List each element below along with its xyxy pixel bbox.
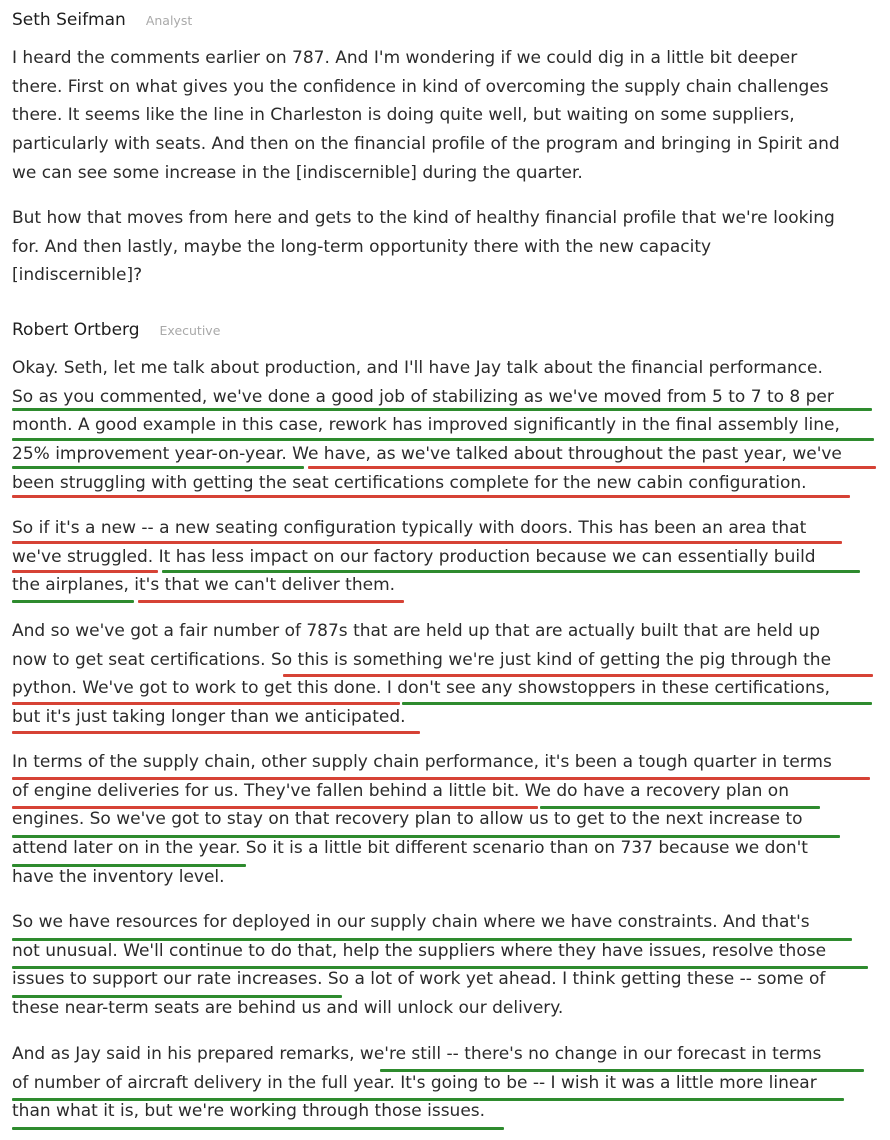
text-line: but it's just taking longer than we anticipated. [12,707,406,728]
text-line: But how that moves from here and gets to the kind of healthy financial profile that we're looking [12,208,835,228]
text-line: we've struggled. It has less impact on our factory production because we can essentially build [12,546,816,567]
green-underline [402,702,872,705]
green-underline [12,938,852,941]
green-underline [12,1098,844,1101]
text-line: engines. So we've got to stay on that recovery plan to allow us to get to the next increase to [12,809,803,830]
text-line: So we have resources for deployed in our supply chain where we have constraints. And that's [12,912,810,932]
paragraph [12,514,884,600]
green-underline [12,438,874,441]
text-line: python. We've got to work to get this done. I don't see any showstoppers in these certifications, [12,678,830,699]
red-underline [12,495,850,498]
text-line: I heard the comments earlier on 787. And I'm wondering if we could dig in a little bit deeper [12,48,798,68]
red-underline [12,541,842,544]
text-line: So as you commented, we've done a good job of stabilizing as we've moved from 5 to 7 to 8 per [12,386,834,407]
text-line: been struggling with getting the seat certifications complete for the new cabin configuration. [12,472,807,493]
green-underline [12,600,134,603]
green-underline [12,466,304,469]
speaker-name: Robert Ortberg [12,320,140,340]
text-line: In terms of the supply chain, other supply chain performance, it's been a tough quarter in terms [12,752,832,772]
paragraph [12,748,884,891]
green-underline [12,864,246,867]
text-line: these near-term seats are behind us and will unlock our delivery. [12,998,564,1019]
red-underline [308,466,876,469]
text-line: not unusual. We'll continue to do that, help the suppliers where they have issues, resolve those [12,940,827,961]
text-line: So if it's a new -- a new seating configuration typically with doors. This has been an area that [12,518,807,538]
speaker-role: Executive [159,323,221,338]
text-line: now to get seat certifications. So this is something we're just kind of getting the pig through the [12,649,832,670]
green-underline [12,995,342,998]
red-underline [12,702,400,705]
text-line: we can see some increase in the [indiscernible] during the quarter. [12,162,583,183]
text-line: 25% improvement year-on-year. We have, as we've talked about throughout the past year, we've [12,444,842,465]
text-line: there. First on what gives you the confidence in kind of overcoming the supply chain challenges [12,76,829,97]
text-line: of engine deliveries for us. They've fallen behind a little bit. We do have a recovery plan on [12,780,789,801]
green-underline [380,1069,864,1072]
red-underline [283,674,873,677]
text-line: of number of aircraft delivery in the full year. It's going to be -- I wish it was a little more linear [12,1072,817,1093]
red-underline [138,600,404,603]
text-line: And so we've got a fair number of 787s that are held up that are actually built that are held up [12,621,820,641]
red-underline [12,731,420,734]
text-line: attend later on in the year. So it is a little bit different scenario than on 737 because we don't [12,838,808,859]
text-line: issues to support our rate increases. So a lot of work yet ahead. I think getting these -- some of [12,969,826,990]
text-line: particularly with seats. And then on the financial profile of the program and bringing in Spirit and [12,134,840,155]
speaker-header [12,320,220,340]
text-line: there. It seems like the line in Charleston is doing quite well, but waiting on some suppliers, [12,105,795,126]
green-underline [12,966,868,969]
paragraph [12,204,884,290]
speaker-name: Seth Seifman [12,10,126,30]
paragraph [12,354,884,497]
text-line: And as Jay said in his prepared remarks, we're still -- there's no change in our forecast in terms [12,1044,822,1064]
text-line: the airplanes, it's that we can't deliver them. [12,575,396,596]
green-underline [12,835,840,838]
speaker-role: Analyst [145,13,193,28]
green-underline [12,1127,504,1130]
speaker-header [12,10,192,30]
text-line: for. And then lastly, maybe the long-term opportunity there with the new capacity [12,236,712,257]
green-underline [162,570,860,573]
red-underline [12,777,870,780]
text-line: than what it is, but we're working through those issues. [12,1101,486,1122]
text-line: [indiscernible]? [12,265,143,286]
paragraph [12,1040,884,1126]
red-underline [12,806,538,809]
text-line: month. A good example in this case, rework has improved significantly in the final assembly line, [12,415,840,436]
green-underline [540,806,820,809]
text-line: have the inventory level. [12,866,225,887]
paragraph [12,44,884,187]
text-line: Okay. Seth, let me talk about production, and I'll have Jay talk about the financial performance. [12,358,823,378]
green-underline [12,408,872,411]
red-underline [12,570,158,573]
